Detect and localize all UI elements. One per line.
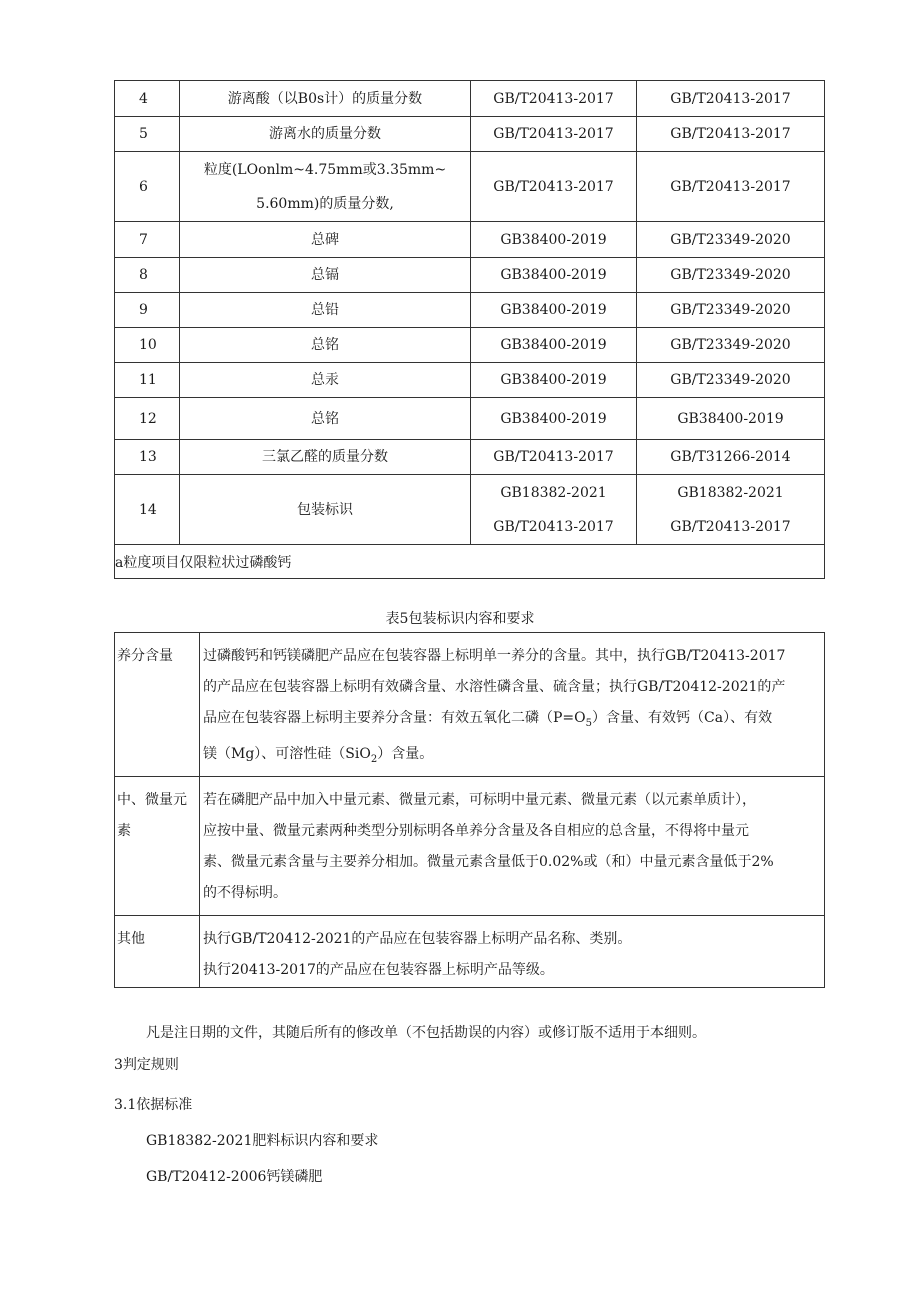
test-item (180, 398, 471, 440)
method-standard-text: GB/T23349-2020 (670, 302, 791, 318)
row-number (115, 475, 180, 545)
row-number-text: 10 (139, 337, 157, 353)
product-standard-text: GB/T20413-2017 (493, 518, 614, 535)
method-standard-text: GB/T23349-2020 (670, 231, 791, 248)
table-row (115, 776, 825, 915)
requirement-category: 其他 (115, 915, 200, 987)
method-standard (637, 363, 825, 398)
section-3-1-heading: 3.1依据标准 (114, 1097, 193, 1113)
method-standard (637, 152, 825, 222)
product-standard-text: GB/T20413-2017 (493, 178, 614, 195)
row-number-text: 14 (139, 501, 157, 518)
row-number (115, 81, 180, 117)
product-standard-text: GB38400-2019 (500, 372, 607, 388)
product-standard (471, 152, 637, 222)
table-row (115, 398, 825, 440)
product-standard (471, 475, 637, 545)
test-item-text: 总铭 (311, 337, 339, 353)
test-method-table (114, 80, 825, 579)
table-row (115, 222, 825, 258)
requirement-line: 应按中量、微量元素两种类型分别标明各单养分含量及各自相应的总含量，不得将中量元 (203, 822, 749, 839)
product-standard-text: GB38400-2019 (500, 337, 607, 353)
table-note-row (115, 545, 825, 579)
test-item-text: 包装标识 (297, 501, 353, 518)
test-item (180, 222, 471, 258)
requirement-line: 镁（Mg）、可溶性硅（SiO$_2$）含量。 (203, 745, 434, 765)
table-row (115, 293, 825, 328)
requirement-line: 的不得标明。 (203, 884, 287, 901)
date-reference-paragraph: 凡是注日期的文件，其随后所有的修改单（不包括勘误的内容）或修订版不适用于本细则。 (146, 1025, 706, 1041)
method-standard-text: GB/T23349-2020 (670, 267, 791, 283)
row-number (115, 440, 180, 475)
method-standard-text: GB/T20413-2017 (670, 178, 791, 195)
method-standard-text: GB38400-2019 (677, 410, 784, 427)
product-standard (471, 328, 637, 363)
product-standard (471, 363, 637, 398)
product-standard (471, 258, 637, 293)
test-item-text: 游离酸（以B0s计）的质量分数 (227, 90, 423, 107)
method-standard (637, 117, 825, 152)
product-standard-text: GB18382-2021 (500, 484, 607, 501)
requirement-line: 的产品应在包装容器上标明有效磷含量、水溶性磷含量、硫含量；执行GB/T20412-2021的产 (203, 679, 786, 695)
method-standard (637, 222, 825, 258)
method-standard (637, 440, 825, 475)
requirement-line: 过磷酸钙和钙镁磷肥产品应在包装容器上标明单一养分的含量。其中，执行GB/T20413-2017 (203, 648, 786, 664)
method-standard (637, 398, 825, 440)
method-standard-text: GB/T20413-2017 (670, 90, 791, 107)
row-number-text: 6 (139, 178, 148, 195)
row-number-text: 7 (139, 231, 148, 248)
test-item-text: 总铅 (311, 302, 339, 318)
row-number-text: 13 (139, 449, 157, 465)
table-row (115, 915, 825, 987)
row-number-text: 9 (139, 302, 148, 318)
test-item (180, 293, 471, 328)
row-number (115, 152, 180, 222)
requirement-line: 执行GB/T20412-2021的产品应在包装容器上标明产品名称、类别。 (203, 930, 632, 947)
reference-standard-1: GB18382-2021肥料标识内容和要求 (146, 1133, 379, 1149)
row-number-text: 5 (139, 126, 148, 142)
test-item (180, 475, 471, 545)
method-standard (637, 81, 825, 117)
row-number (115, 398, 180, 440)
table-row (115, 633, 825, 777)
test-item (180, 258, 471, 293)
product-standard (471, 222, 637, 258)
table-row (115, 440, 825, 475)
table-row (115, 363, 825, 398)
reference-standard-2: GB/T20412-2006钙镁磷肥 (146, 1169, 323, 1185)
test-item-text: 总铭 (311, 410, 339, 427)
table-row (115, 258, 825, 293)
requirement-text (200, 915, 825, 987)
requirement-line: 品应在包装容器上标明主要养分含量：有效五氧化二磷$(P=O_5)$含量、有效钙（Ca）、有效 (203, 710, 773, 729)
test-item (180, 440, 471, 475)
requirement-category: 中、微量元素 (115, 776, 200, 915)
method-standard-text: GB/T23349-2020 (670, 337, 791, 353)
requirement-line: 素、微量元素含量与主要养分相加。微量元素含量低于0.02%或（和）中量元素含量低于2% (203, 853, 774, 870)
product-standard-text: GB38400-2019 (500, 410, 607, 427)
test-item-text: 总镉 (311, 267, 339, 283)
product-standard (471, 81, 637, 117)
product-standard-text: GB38400-2019 (500, 267, 607, 283)
table-footnote: a粒度项目仅限粒状过磷酸钙 (115, 545, 825, 579)
test-item (180, 81, 471, 117)
method-standard-text: GB/T20413-2017 (670, 518, 791, 535)
test-item-text: 三氯乙醛的质量分数 (262, 449, 388, 465)
product-standard-text: GB/T20413-2017 (493, 90, 614, 107)
row-number (115, 117, 180, 152)
row-number (115, 222, 180, 258)
test-item-text: 总汞 (311, 372, 339, 388)
method-standard (637, 328, 825, 363)
requirement-line: 若在磷肥产品中加入中量元素、微量元素，可标明中量元素、微量元素（以元素单质计）， (203, 791, 756, 808)
test-item (180, 363, 471, 398)
method-standard-text: GB18382-2021 (677, 484, 784, 501)
row-number-text: 8 (139, 267, 148, 283)
row-number-text: 4 (139, 90, 148, 107)
test-item-text: 粒度(LOonlm~4.75mm或3.35mm~ (203, 161, 447, 178)
test-item (180, 117, 471, 152)
test-item (180, 328, 471, 363)
table5-caption: 表5包装标识内容和要求 (385, 611, 535, 627)
product-standard-text: GB/T20413-2017 (493, 449, 614, 465)
method-standard (637, 475, 825, 545)
row-number (115, 258, 180, 293)
requirement-text (200, 633, 825, 777)
method-standard-text: GB/T31266-2014 (670, 449, 791, 465)
table-row (115, 475, 825, 545)
row-number (115, 363, 180, 398)
labeling-requirements-table (114, 632, 825, 988)
test-item-text: 5.60mm)的质量分数, (256, 195, 394, 212)
test-item (180, 152, 471, 222)
table-row (115, 328, 825, 363)
test-item-text: 总碑 (311, 231, 339, 248)
method-standard (637, 258, 825, 293)
requirement-category: 养分含量 (115, 633, 200, 777)
product-standard-text: GB/T20413-2017 (493, 126, 614, 142)
method-standard-text: GB/T20413-2017 (670, 126, 791, 142)
row-number (115, 293, 180, 328)
table-row (115, 152, 825, 222)
test-item-text: 游离水的质量分数 (269, 126, 381, 142)
method-standard (637, 293, 825, 328)
product-standard (471, 440, 637, 475)
table-row (115, 117, 825, 152)
product-standard-text: GB38400-2019 (500, 302, 607, 318)
row-number-text: 11 (139, 372, 157, 388)
requirement-line: 执行20413-2017的产品应在包装容器上标明产品等级。 (203, 961, 554, 978)
product-standard (471, 117, 637, 152)
product-standard (471, 398, 637, 440)
product-standard (471, 293, 637, 328)
requirement-text (200, 776, 825, 915)
product-standard-text: GB38400-2019 (500, 231, 607, 248)
section-3-heading: 3判定规则 (114, 1057, 179, 1073)
method-standard-text: GB/T23349-2020 (670, 372, 791, 388)
table-row (115, 81, 825, 117)
row-number (115, 328, 180, 363)
row-number-text: 12 (139, 410, 157, 427)
